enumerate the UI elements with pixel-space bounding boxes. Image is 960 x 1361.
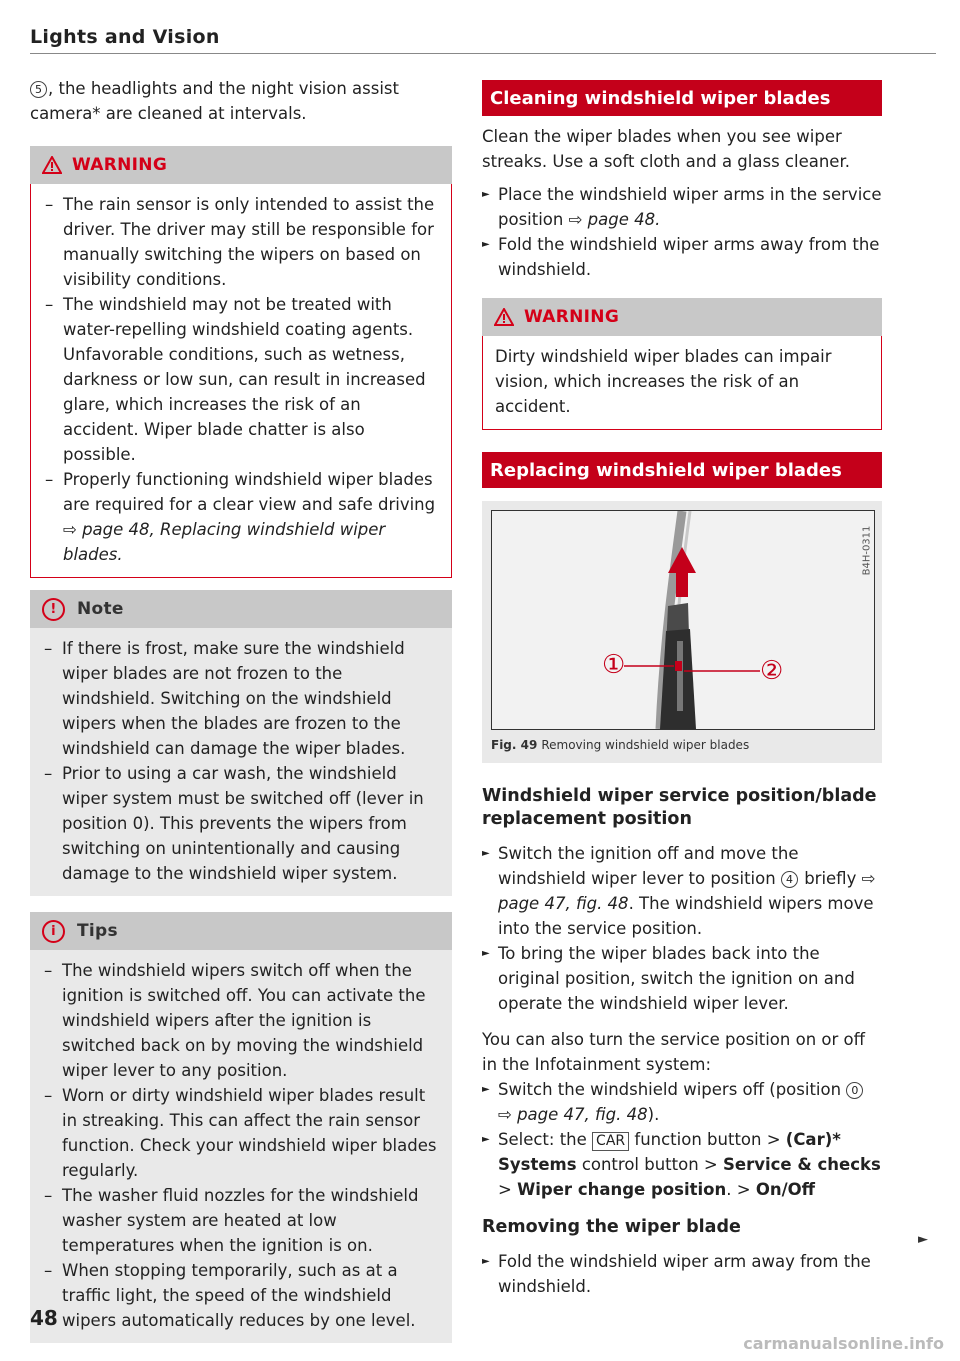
header-divider [30,53,936,54]
infotainment-step [482,1077,882,1127]
figure-label: Fig. 49 [491,738,538,752]
left-column [30,76,452,1343]
infotainment-step-text: Select: the [498,1130,587,1149]
warning-item [43,467,439,567]
infotainment-steps [482,1077,882,1202]
tips-body [30,950,452,1343]
service-step-text: . The windshield wipers move into the service position. [498,894,874,938]
note-box [30,590,452,896]
warning-item: – The rain sensor is only intended to assist the driver. The driver may still be responsible for manually switching the wipers on based on visibility conditions. [43,192,439,292]
note-list [42,636,440,886]
warning-body [30,184,452,578]
warning-box-right [482,298,882,430]
tips-header [30,912,452,950]
warning-header-right [482,298,882,336]
page-reference-link[interactable]: ⇨ page 47, fig. 48 [498,869,876,913]
service-step-text: Switch the ignition off and move the windshield wiper lever to position [498,844,799,888]
warning-body-right [482,336,882,430]
menu-path-separator: > [498,1180,512,1199]
tips-item: – When stopping temporarily, such as at a traffic light, the speed of the windshield wipers automatically reduces by one level. [42,1258,440,1333]
menu-path-wiper: Wiper change position [517,1180,727,1199]
figure-caption-text: Removing windshield wiper blades [541,738,750,752]
service-step [482,841,882,941]
cleaning-paragraph: Clean the wiper blades when you see wiper streaks. Use a soft cloth and a glass cleaner. [482,127,850,171]
watermark: carmanualsonline.info [743,1334,944,1353]
infotainment-step-text: function button > [634,1130,781,1149]
callout-2: ② [760,656,784,686]
infotainment-step [482,1127,882,1202]
warning-item: – The windshield may not be treated with water-repelling windshield coating agents. Unfavorable conditions, such as wetness, darkness or low sun, can result in increased glare, which increases the risk of an accident. Wiper blade chatter is also possible. [43,292,439,467]
wiper-illustration-svg [492,511,874,729]
service-step-text: briefly [804,869,857,888]
note-header [30,590,452,628]
service-step: ► To bring the wiper blades back into the original position, switch the ignition on and operate the windshield wiper lever. [482,941,882,1016]
tips-item: – The washer fluid nozzles for the windshield washer system are heated at low temperatures when the ignition is on. [42,1183,440,1258]
page-reference-link[interactable]: ⇨ page 48, Replacing windshield wiper blades. [63,520,386,564]
warning-triangle-icon [494,308,514,326]
cleaning-steps [482,182,882,282]
infotainment-step-text: . > [726,1180,751,1199]
tips-item: – Worn or dirty windshield wiper blades result in streaking. This can affect the rain sensor function. Check your windshield wiper blades regularly. [42,1083,440,1183]
warning-header [30,146,452,184]
tips-title: Tips [77,921,118,941]
section-title-replacing: Replacing windshield wiper blades [482,452,882,488]
note-body [30,628,452,896]
infotainment-step-text: ). [647,1105,660,1124]
menu-path-systems: (Car)* Systems [498,1130,841,1174]
note-icon: ! [42,598,65,621]
continue-arrow-icon: ► [918,1232,928,1247]
warning-title-right: WARNING [524,307,620,327]
warning-triangle-icon [42,156,62,174]
figure-code: B4H-0311 [861,525,873,576]
infotainment-step-text: Switch the windshield wipers off (position [498,1080,842,1099]
intro-text: , the headlights and the night vision assist camera* are cleaned at intervals. [30,79,399,123]
right-column [482,80,882,1299]
menu-path-service: Service & checks [723,1155,881,1174]
warning-box [30,146,452,578]
warning-title: WARNING [72,155,168,175]
intro-paragraph [30,76,452,126]
figure-49 [482,501,882,763]
note-title: Note [77,599,124,619]
figure-caption [491,730,873,754]
removing-steps [482,1249,882,1299]
infotainment-paragraph: You can also turn the service position on or off in the Infotainment system: [482,1030,865,1074]
warning-item-text: Properly functioning windshield wiper blades are required for a clear view and safe driving [63,470,436,514]
section-title-cleaning: Cleaning windshield wiper blades [482,80,882,116]
removing-heading: Removing the wiper blade [482,1217,741,1237]
note-item: – Prior to using a car wash, the windshield wiper system must be switched off (lever in position 0). This prevents the wipers from switching on unintentionally and causing damage to the windshield wiper system. [42,761,440,886]
removing-step: ► Fold the windshield wiper arm away from the windshield. [482,1249,882,1299]
cleaning-step-text: Place the windshield wiper arms in the service position [498,185,882,229]
callout-1: ① [602,650,626,680]
cleaning-step: ► Fold the windshield wiper arms away from the windshield. [482,232,882,282]
warning-list [43,192,439,567]
position-marker: 0 [846,1082,863,1099]
infotainment-step-text: control button > [581,1155,718,1174]
page-number: 48 [30,1306,58,1330]
tips-item: – The windshield wipers switch off when the ignition is switched off. You can activate the windshield wipers after the ignition is switched back on by moving the windshield wiper lever to any position. [42,958,440,1083]
service-steps [482,841,882,1016]
wiper-blade-illustration [491,510,875,730]
car-key-label: CAR [592,1132,629,1151]
position-marker: 4 [781,871,798,888]
page-reference-link[interactable]: ⇨ page 47, fig. 48 [498,1105,648,1124]
page-reference-link[interactable]: ⇨ page 48. [568,210,661,229]
service-position-heading: Windshield wiper service position/blade replacement position [482,786,877,829]
position-marker: 5 [30,81,47,98]
cleaning-step [482,182,882,232]
warning-text-right: Dirty windshield wiper blades can impair vision, which increases the risk of an accident. [495,347,832,416]
note-item: – If there is frost, make sure the windshield wiper blades are not frozen to the windshield. Switching on the windshield wipers when the blades are frozen to the windshield can damage the wiper blades. [42,636,440,761]
tips-list [42,958,440,1333]
info-icon: i [42,920,65,943]
page-header-title: Lights and Vision [30,26,220,48]
tips-box [30,912,452,1343]
menu-path-onoff: On/Off [755,1180,816,1199]
